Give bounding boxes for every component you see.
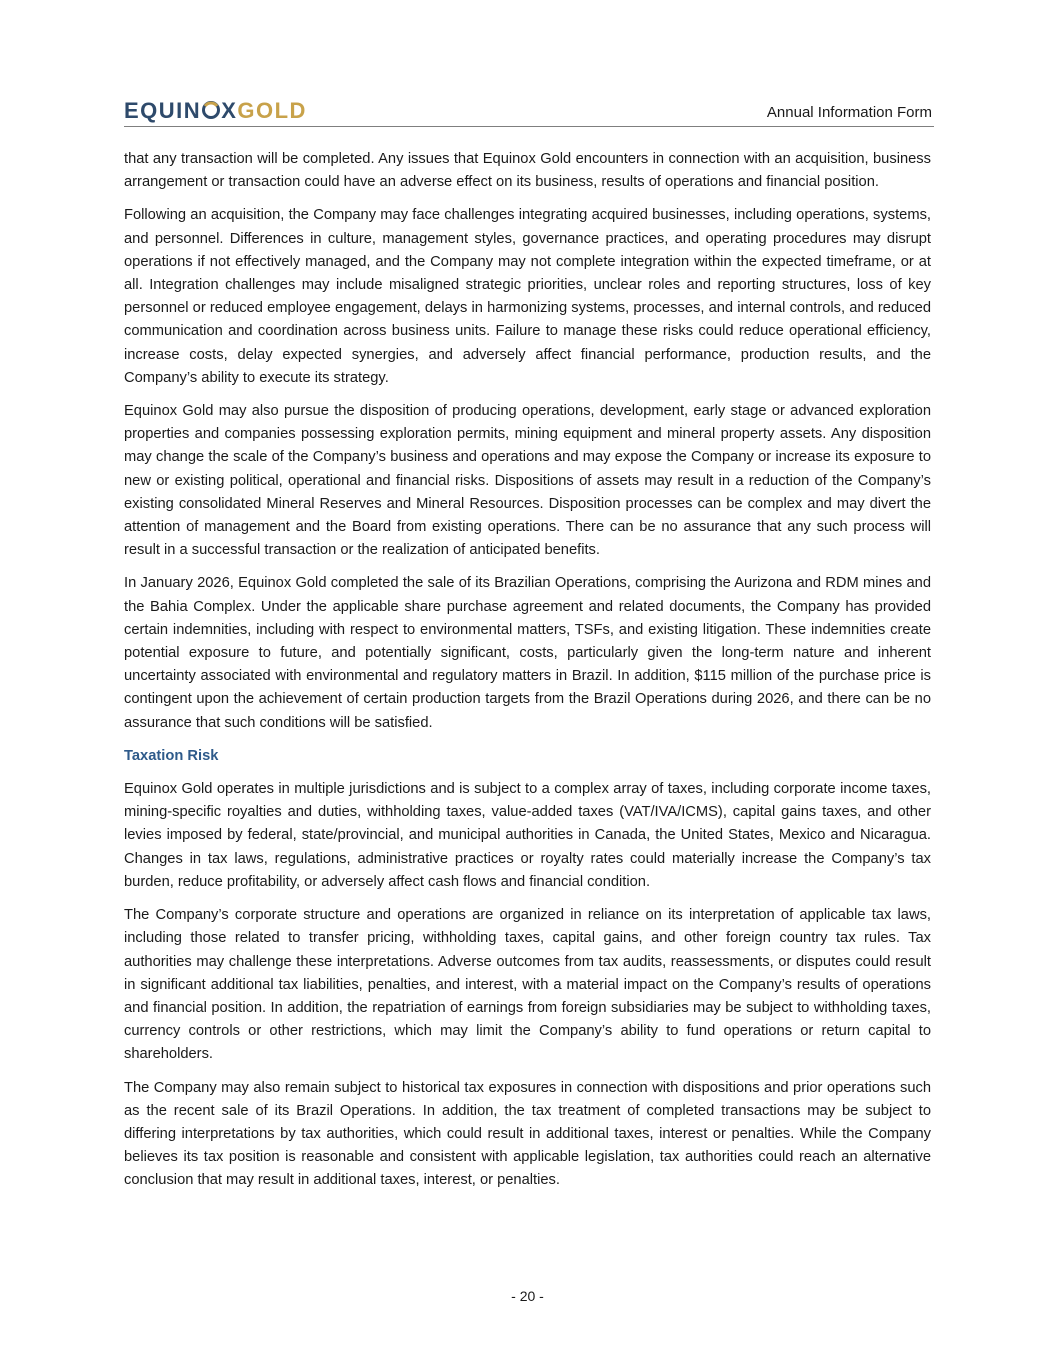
page-header <box>124 98 934 127</box>
paragraph-disposition: Equinox Gold may also pursue the disposition of producing operations, development, early stage or advanced exploration properties and companies possessing exploration permits, mining equipment and mineral property assets. Any disposition may change the scale of the Company’s business and operations and may expose the Company or increase its exposure to new or existing political, operational and financial risks. Dispositions of assets may result in a reduction of the Company’s existing consolidated Mineral Reserves and Mineral Resources. Disposition processes can be complex and may divert the attention of management and the Board from existing operations. There can be no assurance that any such process will result in a successful transaction or the realization of anticipated benefits. <box>124 403 931 559</box>
paragraph-acquisition-completion: that any transaction will be completed. Any issues that Equinox Gold encounters in connection with an acquisition, business arrangement or transaction could have an adverse effect on its business, results of operations and financial position. <box>124 151 931 191</box>
logo-circle-o-icon <box>201 98 221 123</box>
page-content <box>124 148 931 1203</box>
logo-text-gold: GOLD <box>237 98 307 123</box>
paragraph-tax-jurisdictions: Equinox Gold operates in multiple jurisdictions and is subject to a complex array of taxes, including corporate income taxes, mining-specific royalties and duties, withholding taxes, value-added taxes (VAT/IVA/ICMS), capital gains taxes, and other levies imposed by federal, state/provincial, and municipal authorities in Canada, the United States, Mexico and Nicaragua. Changes in tax laws, regulations, administrative practices or royalty rates could materially increase the Company’s tax burden, reduce profitability, or adversely affect cash flows and financial condition. <box>124 781 931 890</box>
logo-o-icon <box>201 101 221 119</box>
paragraph-integration-challenges: Following an acquisition, the Company may face challenges integrating acquired businesses, including operations, systems, and personnel. Differences in culture, management styles, governance practices, and operating procedures may disrupt operations if not effectively managed, and the Company may not complete integration within the expected timeframe, or at all. Integration challenges may include misaligned strategic priorities, unclear roles and reporting structures, loss of key personnel or reduced employee engagement, delays in harmonizing systems, processes, and internal controls, and reduced communication and coordination across business units. Failure to manage these risks could reduce operational efficiency, increase costs, delay expected synergies, and adversely affect financial performance, production results, and the Company’s ability to execute its strategy. <box>124 207 931 386</box>
page-number: - 20 - <box>511 1288 544 1304</box>
paragraph-historical-tax: The Company may also remain subject to historical tax exposures in connection with dispositions and prior operations such as the recent sale of its Brazil Operations. In addition, the tax treatment of completed transactions may be subject to differing interpretations by tax authorities, which could result in additional taxes, interest or penalties. While the Company believes its tax position is reasonable and consistent with applicable legislation, tax authorities could reach an alternative conclusion that may result in additional taxes, interest, or penalties. <box>124 1079 931 1189</box>
paragraph-tax-structure: The Company’s corporate structure and operations are organized in reliance on its interpretation of applicable tax laws, including those related to transfer pricing, withholding taxes, capital gains, and other foreign country tax rules. Tax authorities may challenge these interpretations. Adverse outcomes from tax audits, reassessments, or disputes could result in significant additional tax liabilities, penalties, and interest, with a material impact on the Company’s results of operations and financial position. In addition, the repatriation of earnings from foreign subsidiaries may be subject to withholding taxes, currency controls or other restrictions, which may limit the Company’s ability to fund operations or return capital to shareholders. <box>124 907 931 1063</box>
document-title: Annual Information Form <box>766 104 932 121</box>
logo-text-x: X <box>221 98 238 123</box>
logo-text-equin: EQUIN <box>124 98 202 123</box>
section-heading-taxation-risk: Taxation Risk <box>124 747 219 764</box>
paragraph-brazil-sale: In January 2026, Equinox Gold completed the sale of its Brazilian Operations, comprising the Aurizona and RDM mines and the Bahia Complex. Under the applicable share purchase agreement and related documents, the Company has provided certain indemnities, including with respect to environmental matters, TSFs, and existing litigation. These indemnities create potential exposure to future, and potentially significant, costs, particularly given the long-term nature and inherent uncertainty associated with environmental and regulatory matters in Brazil. In addition, $115 million of the purchase price is contingent upon the achievement of certain production targets from the Brazil Operations during 2026, and there can be no assurance that such conditions will be satisfied. <box>124 575 931 731</box>
equinox-gold-logo <box>124 100 307 122</box>
